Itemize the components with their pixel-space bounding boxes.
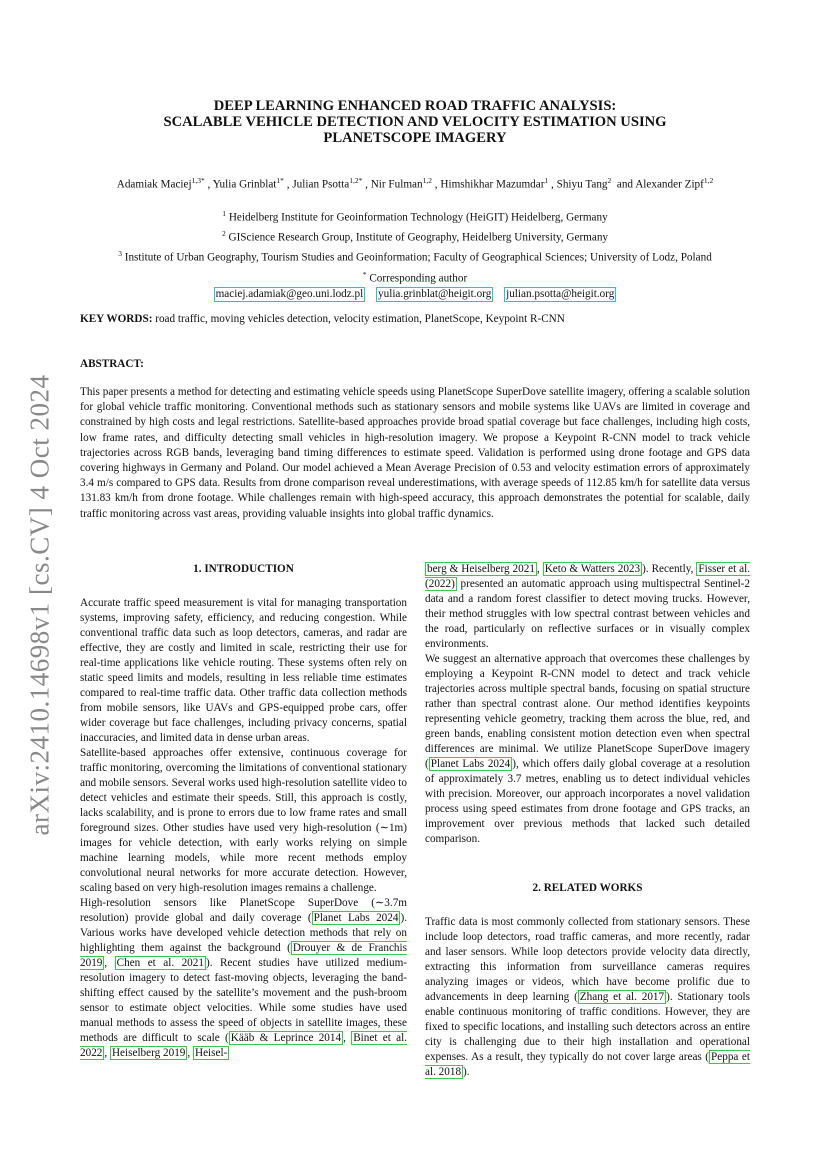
email-link[interactable]: julian.psotta@heigit.org [506, 287, 615, 300]
author-affiliation-mark: 1,2 [422, 176, 432, 185]
text-run: , [104, 1047, 110, 1059]
keywords [80, 313, 750, 325]
keywords-label: KEY WORDS: [80, 313, 153, 325]
email-list [60, 287, 770, 303]
author-affiliation-mark: 1,3* [191, 176, 205, 185]
citation-link[interactable]: Binet et al. 2022 [80, 1032, 407, 1059]
author-name: Adamiak Maciej [116, 178, 192, 191]
paragraph [425, 652, 750, 847]
title-line-2: SCALABLE VEHICLE DETECTION AND VELOCITY ESTIMATION USING [163, 114, 667, 130]
left-column [80, 596, 407, 1061]
citation-link[interactable]: Drouyer & de Franchis 2019 [80, 942, 407, 969]
paragraph: Accurate traffic speed measurement is vital for managing transportation systems, improving safety, efficiency, and reducing congestion. While conventional traffic data such as loop detectors, cameras, and radar are effective, they are costly and limited in scale, restricting their use for real-time applications like vehicle routing. These systems often rely on static speed limits and models, resulting in less reliable time estimates compared to real-time traffic data. Other traffic data collection methods from mobile sensors, like UAVs and GPS-equipped probe cars, offer wider coverage but face challenges, including privacy concerns, spatial inaccuracies, and limited data in dense urban areas. [80, 597, 407, 744]
citation-link[interactable]: Zhang et al. 2017 [579, 991, 665, 1003]
text-run: High-resolution sensors like PlanetScope SuperDove (∼3.7m resolution) provide global and daily coverage ( [80, 897, 407, 924]
text-run: , [343, 1032, 352, 1044]
citation-link[interactable]: Planet Labs 2024 [313, 912, 399, 924]
affiliation-1 [60, 206, 770, 226]
arxiv-id: arXiv:2410.14698v1 [cs.CV] 4 Oct 2024 [24, 374, 55, 836]
author-affiliation-mark: 1,2* [349, 176, 363, 185]
citation-link[interactable]: Chen et al. 2021 [116, 957, 204, 969]
affiliations [60, 206, 770, 302]
text-run: ). [463, 1066, 470, 1078]
text-run: ). Stationary tools enable continuous monitoring of traffic conditions. However, they are fixed to specific locations, and installing such detectors across an entire city is challenging due to their high installation and operational expenses. As a result, they typically do not cover large areas ( [425, 991, 751, 1063]
affiliation-text: GIScience Research Group, Institute of Geography, Heidelberg University, Germany [228, 231, 609, 244]
section-heading-related-works: 2. RELATED WORKS [532, 882, 643, 894]
affiliation-text: Corresponding author [369, 272, 468, 285]
email-link[interactable]: maciej.adamiak@geo.uni.lodz.pl [215, 287, 364, 300]
author-list: Adamiak Maciej$^{1,3*}$ , Yulia Grinblat$^{1*}$ , Julian Psotta$^{1,2*}$ , Nir Fulman$^{1,2}$ , Himshikhar Mazumdar$^1$ , Shiyu Tang$^2$ and Alexander Zipf$^{1,2}$ [116, 176, 714, 191]
author-name: Shiyu Tang [556, 178, 608, 191]
text-run: Traffic data is most commonly collected from stationary sensors. These include loop detectors, road traffic cameras, and more recently, radar and laser sensors. While loop detectors provide velocity data directly, extracting this information from surveillance cameras requires analyzing images or videos, which have become prolific due to advancements in deep learning ( [425, 916, 750, 1003]
citation-link[interactable]: Kääb & Leprince 2014 [230, 1032, 342, 1044]
citation-link[interactable]: Heiselberg 2019 [111, 1047, 186, 1059]
title-line-1: DEEP LEARNING ENHANCED ROAD TRAFFIC ANALYSIS: [213, 98, 617, 114]
corresponding-author-note [60, 267, 770, 287]
keywords-text: road traffic, moving vehicles detection, velocity estimation, PlanetScope, Keypoint R-CNN [152, 313, 565, 325]
text-run: We suggest an alternative approach that overcomes these challenges by employing a Keypoint R-CNN model to detect and track vehicle trajectories across multiple spectral bands, focusing on spatial structure rather than spectral contrast alone. Our method identifies keypoints representing vehicle geometry, tracking them across the blue, red, and green bands, enabling consistent motion detection even when spectral differences are minimal. We utilize PlanetScope SuperDove imagery ( [425, 653, 750, 770]
paper-title [80, 98, 750, 146]
paragraph [80, 896, 407, 1061]
affiliation-text: Heidelberg Institute for Geoinformation Technology (HeiGIT) Heidelberg, Germany [228, 211, 608, 224]
citation-link[interactable]: Peppa et al. 2018 [425, 1051, 750, 1078]
right-column [425, 562, 750, 847]
author-affiliation-mark: 1* [276, 176, 284, 185]
arxiv-stamp [20, 370, 60, 840]
author-name: Yulia Grinblat [212, 178, 277, 191]
author-name: Himshikhar Mazumdar [440, 178, 545, 191]
text-run: , [104, 957, 115, 969]
text-run: , [187, 1047, 193, 1059]
affiliation-mark: * [362, 269, 367, 279]
paragraph [425, 562, 750, 652]
right-column-related [425, 915, 750, 1080]
affiliation-3 [60, 246, 770, 266]
author-affiliation-mark: 2 [607, 176, 612, 185]
citation-link[interactable]: Planet Labs 2024 [430, 758, 511, 770]
affiliation-text: Institute of Urban Geography, Tourism Studies and Geoinformation; Faculty of Geographical Sciences; University of Lodz, Poland [124, 252, 712, 265]
text-run: ), which offers daily global coverage at a resolution of approximately 3.7 metres, enabling us to detect individual vehicles with precision. Moreover, our approach incorporates a novel validation process using speed estimates from drone footage and GPS tracks, an improvement over previous methods that lacked such detailed comparison. [425, 758, 750, 845]
email-link[interactable]: yulia.grinblat@heigit.org [378, 287, 492, 300]
author-name: Nir Fulman [370, 178, 423, 191]
abstract-heading: ABSTRACT: [80, 358, 144, 370]
text-run: ). Various works have developed vehicle detection methods that rely on highlighting them against the background ( [80, 912, 407, 954]
affiliation-mark: 2 [221, 229, 226, 239]
text-run: ). Recently, [642, 563, 697, 575]
text-run: presented an automatic approach using multispectral Sentinel-2 data and a random forest classifier to detect moving trucks. However, their method struggles with low spectral contrast between vehicles and the road, particularly on reflective surfaces or in visually complex environments. [425, 578, 750, 650]
affiliation-mark: 1 [222, 209, 227, 218]
citation-link[interactable]: berg & Heiselberg 2021 [427, 563, 535, 575]
paragraph [425, 915, 750, 1080]
affiliation-mark: 3 [118, 249, 122, 259]
section-heading-introduction: 1. INTRODUCTION [193, 563, 294, 575]
text-run: , [536, 563, 543, 575]
citation-link[interactable]: Fisser et al. (2022) [425, 563, 751, 590]
citation-link[interactable]: Heisel- [195, 1047, 228, 1059]
paragraph: Satellite-based approaches offer extensive, continuous coverage for traffic monitoring, overcoming the limitations of conventional stationary and mobile sensors. Several works used high-resolution satellite video to detect vehicles and estimate their speeds. Still, this approach is costly, lacks scalability, and is prone to errors due to low frame rates and small foreground sizes. Other studies have used very high-resolution (∼1m) images for vehicle detection, with early works relying on simple machine learning models, while more recent methods employ convolutional neural networks for more accurate detection. However, scaling based on very high-resolution images remains a challenge. [80, 747, 407, 894]
text-run: ). Recent studies have utilized medium-resolution imagery to detect fast-moving objects, leveraging the band-shifting effect caused by the satellite’s movement and the push-broom sensor to estimate object velocities. While some studies have used manual methods to assess the speed of objects in satellite images, these methods are difficult to scale ( [80, 957, 407, 1044]
citation-link[interactable]: Keto & Watters 2023 [544, 563, 641, 575]
abstract-text: This paper presents a method for detecting and estimating vehicle speeds using PlanetScope SuperDove satellite imagery, offering a scalable solution for global vehicle traffic monitoring. Conventional methods such as stationary sensors and mobile systems like UAVs are limited in coverage and constrained by high costs and legal restrictions. Satellite-based approaches provide broad spatial coverage but face challenges, including high costs, low frame rates, and difficulty detecting small vehicles in high-resolution imagery. We propose a Keypoint R-CNN model to track vehicle trajectories across RGB bands, leveraging band timing differences to estimate speed. Validation is performed using drone footage and GPS data covering highways in Germany and Poland. Our model achieved a Mean Average Precision of 0.53 and velocity estimation errors of approximately 3.4 m/s compared to GPS data. Results from drone comparison reveal underestimations, with average speeds of 112.85 km/h for satellite data versus 131.83 km/h from drone footage. While challenges remain with high-speed accuracy, this approach demonstrates the potential for scalable, daily traffic monitoring across vast areas, providing valuable insights into global traffic dynamics. [80, 386, 750, 520]
author-affiliation-mark: 1,2 [703, 176, 714, 185]
title-line-3: PLANETSCOPE IMAGERY [323, 130, 507, 146]
author-name: Julian Psotta [292, 178, 350, 191]
author-name: Alexander Zipf [635, 178, 704, 191]
author-affiliation-mark: 1 [544, 176, 549, 185]
affiliation-2 [60, 226, 770, 246]
